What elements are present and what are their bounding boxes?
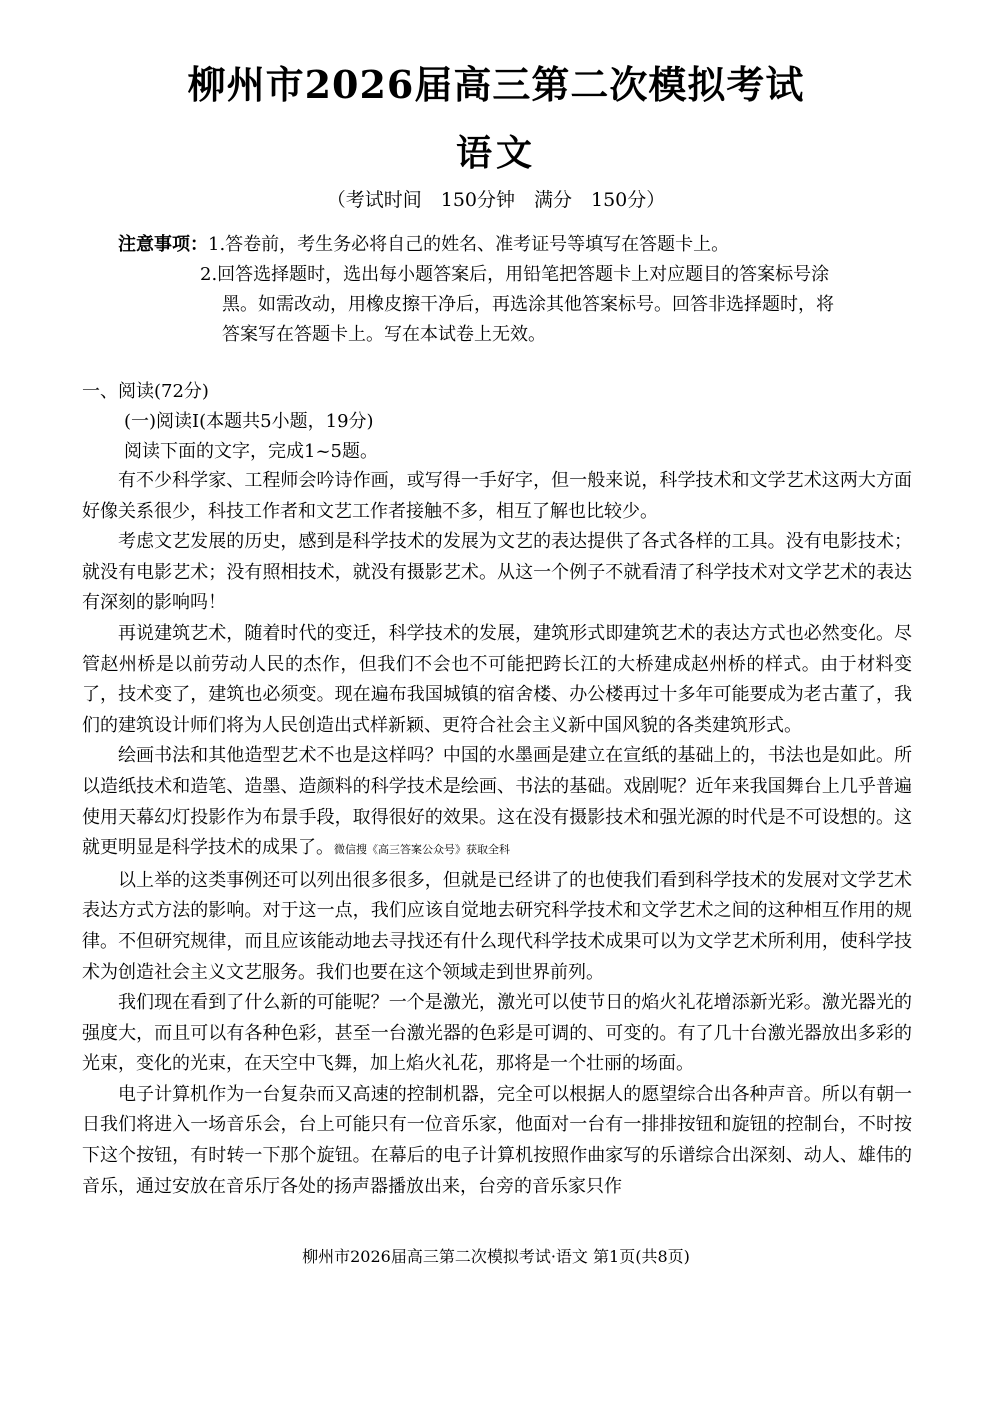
reading-instruction: 阅读下面的文字，完成1~5题。: [124, 441, 378, 462]
passage-paragraph-4: [82, 741, 912, 865]
passage-paragraph-7: 电子计算机作为一台复杂而又高速的控制机器，完全可以根据人的愿望综合出各种声音。所以有朝一日我们将进入一场音乐会，台上可能只有一位音乐家，他面对一台有一排排按钮和旋钮的控制台，不时按下这个按钮，有时转一下那个旋钮。在幕后的电子计算机按照作曲家写的乐谱综合出深刻、动人、雄伟的音乐，通过安放在音乐厅各处的扬声器播放出来，台旁的音乐家只作: [82, 1083, 912, 1197]
section-subheading: (一)阅读Ⅰ(本题共5小题，19分): [124, 411, 374, 432]
notice-item-1: 1.答卷前，考生务必将自己的姓名、准考证号等填写在答题卡上。: [208, 234, 730, 255]
subject-title: 语文: [455, 132, 536, 174]
passage-paragraph-4-text: 绘画书法和其他造型艺术不也是这样吗？中国的水墨画是建立在宣纸的基础上的，书法也是如此。所以造纸技术和造笔、造墨、造颜料的科学技术是绘画、书法的基础。戏剧呢？近年来我国舞台上几乎普遍使用天幕幻灯投影作为布景手段，取得很好的效果。这在没有摄影技术和强光源的时代是不可设想的。这就更明显是科学技术的成果了。: [82, 745, 912, 859]
page-footer: 柳州市2026届高三第二次模拟考试·语文 第1页(共8页): [302, 1247, 690, 1266]
passage-paragraph-3: 再说建筑艺术，随着时代的变迁，科学技术的发展，建筑形式即建筑艺术的表达方式也必然变化。尽管赵州桥是以前劳动人民的杰作，但我们不会也不可能把跨长江的大桥建成赵州桥的样式。由于材料变了，技术变了，建筑也必须变。现在遍布我国城镇的宿舍楼、办公楼再过十多年可能要成为老古董了，我们的建筑设计师们将为人民创造出式样新颖、更符合社会主义新中国风貌的各类建筑形式。: [82, 622, 912, 736]
reading-passage: [82, 466, 912, 1202]
passage-paragraph-5: 以上举的这类事例还可以列出很多很多，但就是已经讲了的也使我们看到科学技术的发展对文学艺术表达方式方法的影响。对于这一点，我们应该自觉地去研究科学技术和文学艺术之间的这种相互作用的规律。不但研究规律，而且应该能动地去寻找还有什么现代科学技术成果可以为文学艺术所利用，使科学技术为创造社会主义文艺服务。我们也要在这个领域走到世界前列。: [82, 869, 912, 983]
notice-item-2-line-3: 答案写在答题卡上。写在本试卷上无效。: [222, 324, 546, 345]
passage-paragraph-6: 我们现在看到了什么新的可能呢？一个是激光，激光可以使节日的焰火礼花增添新光彩。激光器光的强度大，而且可以有各种色彩，甚至一台激光器的色彩是可调的、可变的。有了几十台激光器放出多彩的光束，变化的光束，在天空中飞舞，加上焰火礼花，那将是一个壮丽的场面。: [82, 992, 912, 1075]
exam-title: 柳州市2026届高三第二次模拟考试: [187, 62, 805, 107]
exam-info: （考试时间 150分钟 满分 150分）: [326, 189, 666, 211]
notice-item-2-line-2: 黑。如需改动，用橡皮擦干净后，再选涂其他答案标号。回答非选择题时，将: [222, 294, 834, 315]
passage-paragraph-1: 有不少科学家、工程师会吟诗作画，或写得一手好字，但一般来说，科学技术和文学艺术这两大方面好像关系很少，科技工作者和文艺工作者接触不多，相互了解也比较少。: [82, 470, 912, 522]
section-heading: 一、阅读(72分): [82, 381, 209, 402]
notice-label: 注意事项：: [118, 234, 208, 255]
notice-block: [118, 230, 918, 260]
passage-paragraph-2: 考虑文艺发展的历史，感到是科学技术的发展为文艺的表达提供了各式各样的工具。没有电影技术；就没有电影艺术；没有照相技术，就没有摄影艺术。从这一个例子不就看清了科学技术对文学艺术的表达有深刻的影响吗！: [82, 531, 912, 614]
notice-item-2: [200, 260, 900, 350]
watermark-note: 微信搜《高三答案公众号》获取全科: [334, 843, 510, 857]
notice-item-2-line-1: 2.回答选择题时，选出每小题答案后，用铅笔把答题卡上对应题目的答案标号涂: [200, 264, 830, 285]
